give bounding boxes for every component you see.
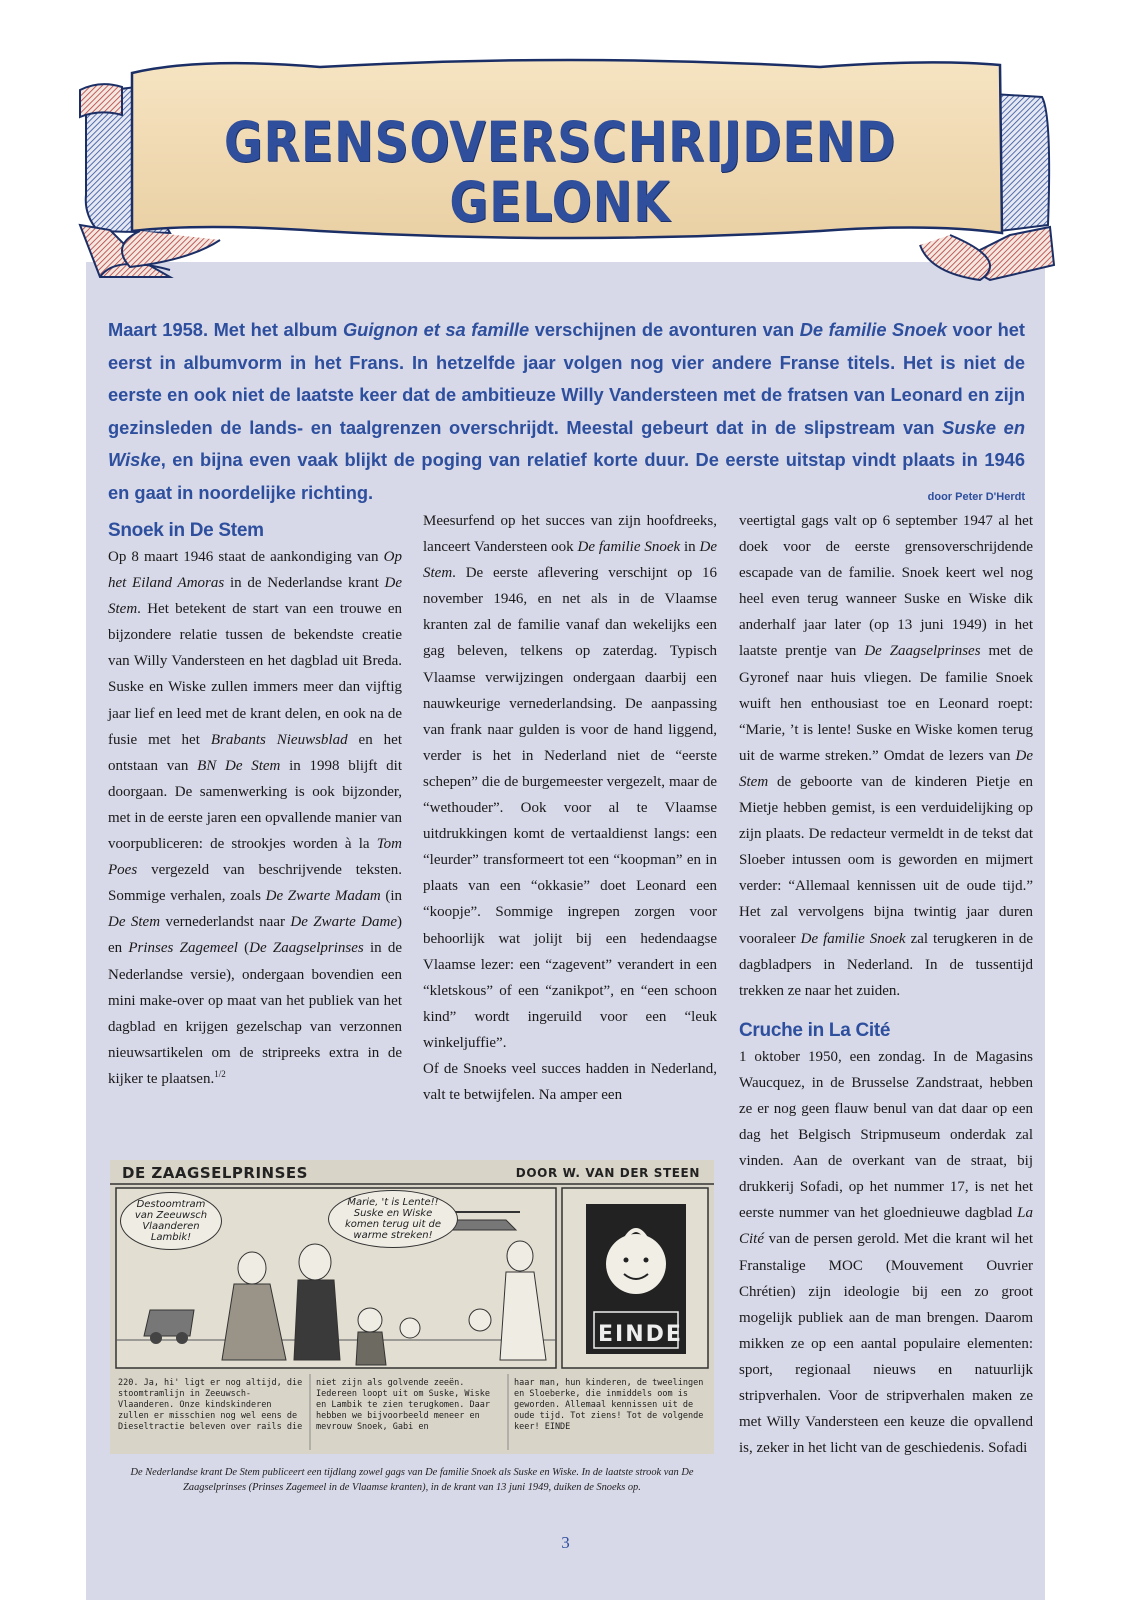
article-column-3 <box>739 508 1033 1461</box>
byline: door Peter D'Herdt <box>927 490 1025 503</box>
image-caption: De Nederlandse krant De Stem publiceert een tijdlang zowel gags van De familie Snoek als Suske en Wiske. In de laatste strook van De Zaagselprinses (Prinses Zagemeel in de Vlaamse kranten), in de krant van 13 juni 1949, duiken de Snoeks op. <box>130 1467 694 1493</box>
comic-caption-text: haar man, hun kinderen, de tweelingen en Sloeberke, die inmiddels oom is geworden. Allemaal kennissen uit de oude tijd. Tot ziens! Tot de volgende keer! EINDE <box>514 1378 704 1432</box>
footnote-ref: 1/2 <box>214 1068 226 1079</box>
intro-text: voor het eerst in albumvorm in het Frans. In hetzelfde jaar volgen nog vier andere Franse titels. Het is niet de eerste en ook niet de laatste keer dat de ambitieuze Willy Vandersteen met de fratsen van Leonard en zijn gezinsleden de lands- en taalgrenzen overschrijdt. Meestal gebeurt dat in de slipstream van <box>108 319 1026 438</box>
intro-title-suske: Suske en Wiske <box>108 416 1025 470</box>
body-paragraph: Meesurfend op het succes van zijn hoofdreeks, lanceert Vandersteen ook De familie Snoek in De Stem. De eerste aflevering verschijnt op 16 november 1946, en net als in de Vlaamse kranten zal de familie vanaf dan wekelijks een gag beleven, telkens op zaterdag. Typisch Vlaamse verwijzingen ondergaan daarbij een nauwkeurige vernederlandsing. De aanpassing van frank naar gulden is voor de hand liggend, verder is het in Nederland niet de “eerste schepen” die de burgemeester vergezelt, maar de “wethouder”. Ook voor al te Vlaamse uitdrukkingen komt de vertaaldienst langs: een “leurder” transformeert tot een “koopman” en in plaats van een “okkasie” doet Leonard een “koopje”. Sommige ingrepen zorgen voor behoorlijk wat jolijt bij een hedendaagse Vlaamse lezer: een “zagevent” verandert in een “kletskous” of een “zanikpot”, en “een schoon kind” wordt ingeruild voor een “leuk winkeljuffie”. <box>423 513 717 1051</box>
speech-bubble: Destoomtram van Zeeuwsch Vlaanderen Lambik! <box>120 1192 222 1250</box>
comic-caption-text: 220. Ja, hi' ligt er nog altijd, die stoomtramlijn in Zeeuwsch-Vlaanderen. Onze kindskinderen zullen er misschien nog wel eens de Dieseltractie beleven over rails die <box>118 1378 303 1432</box>
page-title: GRENSOVERSCHRIJDEND GELONK <box>223 110 897 234</box>
comic-author: DOOR W. VAN DER STEEN <box>515 1166 700 1180</box>
intro-title-snoek: De familie Snoek <box>799 319 947 340</box>
article-column-2 <box>423 508 717 1108</box>
article-column-1 <box>108 518 402 1092</box>
body-paragraph: Op 8 maart 1946 staat de aankondiging van Op het Eiland Amoras in de Nederlandse krant De Stem. Het betekent de start van een trouwe en bijzondere relatie tussen de bekendste creatie van Willy Vandersteen en het dagblad uit Breda. Suske en Wiske zullen immers meer dan vijftig jaar lief en leed met de krant delen, en ook na de fusie met het Brabants Nieuwsblad en het ontstaan van BN De Stem in 1998 blijft dit doorgaan. De samenwerking is ook bijzonder, met in de eerste jaren een opvallende manier van voorpubliceren: de strookjes worden à la Tom Poes vergezeld van beschrijvende teksten. Sommige verhalen, zoals De Zwarte Madam (in De Stem vernederlandst naar De Zwarte Dame) en Prinses Zagemeel (De Zaagselprinses in de Nederlandse versie), ondergaan bovendien een mini make-over op maat van het publiek van het dagblad en krijgen gezelschap van verzonnen nieuwsartikelen om de stripreeks extra in de kijker te plaatsen.$^{1/2}$ <box>108 549 402 1087</box>
comic-caption-text: niet zijn als golvende zeeën. Iedereen loopt uit om Suske, Wiske en Lambik te zien terugkomen. Daar hebben we bijvoorbeeld meneer en mevrouw Snoek, Gabi en <box>316 1378 490 1432</box>
intro-title-guignon: Guignon et sa famille <box>342 319 530 340</box>
intro-text: Maart 1958. Met het album <box>108 319 343 340</box>
page-number: 3 <box>561 1533 570 1552</box>
intro-text: , en bijna even vaak blijkt de poging van relatief korte duur. De eerste uitstap vindt plaats in 1946 en gaat in noordelijke richting. <box>108 449 1025 503</box>
body-paragraph: Of de Snoeks veel succes hadden in Nederland, valt te betwijfelen. Na amper een <box>423 1060 717 1104</box>
comic-title: DE ZAAGSELPRINSES <box>122 1164 308 1182</box>
body-paragraph: 1 oktober 1950, een zondag. In de Magasins Waucquez, in de Brusselse Zandstraat, hebben ze er nog geen flauw benul van dat daar op een dag het Belgisch Stripmuseum onderdak zal vinden. Aan de overkant van de straat, bij drukkerij Sofadi, op het nummer 17, is net het eerste nummer van het gloednieuwe dagblad La Cité van de persen gerold. Met die krant wil het Franstalige MOC (Mouvement Ouvrier Chrétien) zijn ideologie bij een zo groot mogelijk publiek aan de man brengen. Daarom mikken ze op een aantal populaire elementen: sport, regionaal nieuws en natuurlijk stripverhalen. Voor de stripverhalen maken ze met Willy Vandersteen een keuze die opvallend is, zeker in het licht van de geschiedenis. Sofadi <box>739 1048 1033 1457</box>
intro-text: verschijnen de avonturen van <box>529 319 800 340</box>
einde-label: EINDE <box>598 1322 683 1347</box>
intro-paragraph <box>108 314 1025 513</box>
speech-bubble: Marie, 't is Lente!! Suske en Wiske komen terug uit de warme streken! <box>328 1190 458 1248</box>
body-paragraph: veertigtal gags valt op 6 september 1947 al het doek voor de eerste grensoverschrijdende escapade van de familie. Snoek keert wel nog heel even terug wanneer Suske en Wiske dik anderhalf jaar later (op 13 juni 1949) in het laatste prentje van De Zaagselprinses met de Gyronef naar huis vliegen. De familie Snoek wuift hen enthousiast toe en Leonard roept: “Marie, ’t is lente! Suske en Wiske komen terug uit de warme streken.” Omdat de lezers van De Stem de geboorte van de kinderen Pietje en Mietje hebben gemist, is een verduidelijking op zijn plaats. De redacteur vermeldt in de tekst dat Sloeber intussen oom is geworden en mijmert verder: “Allemaal kennissen uit de oude tijd.” Het zal vervolgens bijna twintig jaar duren vooraleer De familie Snoek zal terugkeren in de dagbladpers in Nederland. In de tussentijd trekken ze naar het zuiden. <box>739 513 1033 999</box>
comic-strip-image <box>110 1160 714 1454</box>
section-heading: Snoek in De Stem <box>108 520 264 541</box>
section-heading: Cruche in La Cité <box>739 1019 891 1041</box>
